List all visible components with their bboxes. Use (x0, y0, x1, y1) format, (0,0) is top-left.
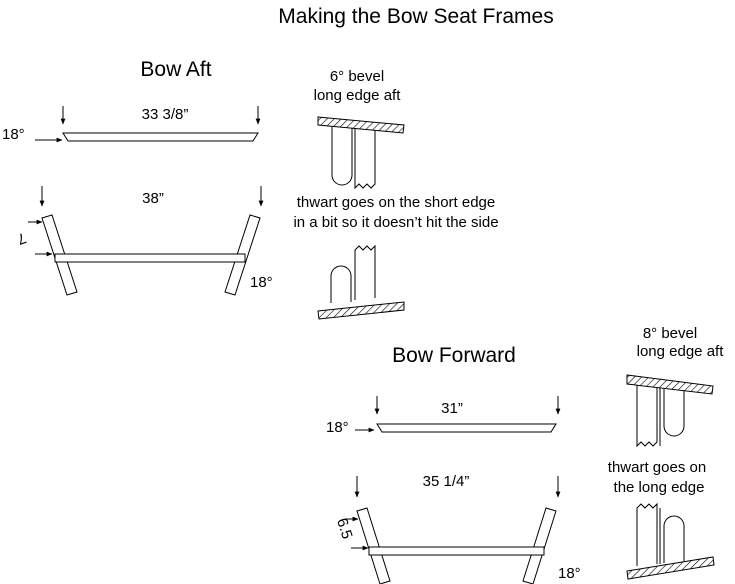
bow-forward-cross-rail (369, 547, 544, 555)
bow-forward-bevel-thwart-post (637, 385, 657, 446)
bow-aft-thwart-post (355, 246, 375, 300)
bow-forward-bottom-angle: 18° (558, 565, 581, 582)
bow-aft-thwart-seat-section (318, 302, 404, 319)
bow-forward-top-angle: 18° (326, 419, 349, 436)
bow-aft-top-angle: 18° (2, 126, 25, 143)
bow-forward-top-board (377, 424, 556, 432)
bow-aft-bevel-thwart-post (355, 128, 375, 188)
bow-forward-heading: Bow Forward (392, 344, 516, 367)
bow-forward-thwart-note-2: the long edge (613, 479, 705, 496)
bow-aft-bottom-length: 38” (142, 190, 164, 207)
bow-aft-bevel-note-1: 6° bevel (329, 68, 385, 85)
bow-aft-top-board (63, 133, 258, 141)
bow-aft-thwart-note-2: in a bit so it doesn’t hit the side (293, 214, 499, 231)
bow-forward-thwart-seat-section (627, 557, 714, 579)
bow-forward-bottom-length: 35 1/4” (422, 473, 470, 490)
bow-aft-top-length: 33 3/8” (141, 106, 189, 123)
bow-forward-right-leg (523, 508, 556, 584)
bow-forward-side-angle: 6.5 (332, 516, 356, 542)
bow-aft-bevel-note-2: long edge aft (313, 87, 401, 104)
bow-aft-side-angle: 7 (14, 228, 29, 248)
bow-aft-bottom-angle: 18° (250, 274, 273, 291)
bow-aft-cross-rail (55, 254, 245, 262)
bow-aft-thwart-note-1: thwart goes on the short edge (296, 194, 496, 211)
bow-forward-bevel-thwart-round (664, 389, 684, 436)
bow-aft-thwart-round (331, 266, 351, 303)
bow-forward-top-length: 31” (441, 400, 463, 417)
bow-forward-bevel-note-1: 8° bevel (642, 325, 698, 342)
diagram-title: Making the Bow Seat Frames (278, 5, 554, 28)
bow-aft-bevel-thwart-round (332, 127, 352, 185)
bow-aft-bevel-seat-section (318, 117, 404, 133)
bow-aft-heading: Bow Aft (140, 58, 212, 81)
bow-forward-bevel-seat-section (627, 375, 713, 394)
bow-forward-thwart-note-1: thwart goes on (607, 459, 707, 476)
bow-forward-left-leg (357, 508, 390, 584)
bow-forward-thwart-post (637, 504, 657, 566)
bow-forward-bevel-note-2: long edge aft (636, 343, 724, 360)
bow-forward-thwart-round (664, 516, 684, 563)
